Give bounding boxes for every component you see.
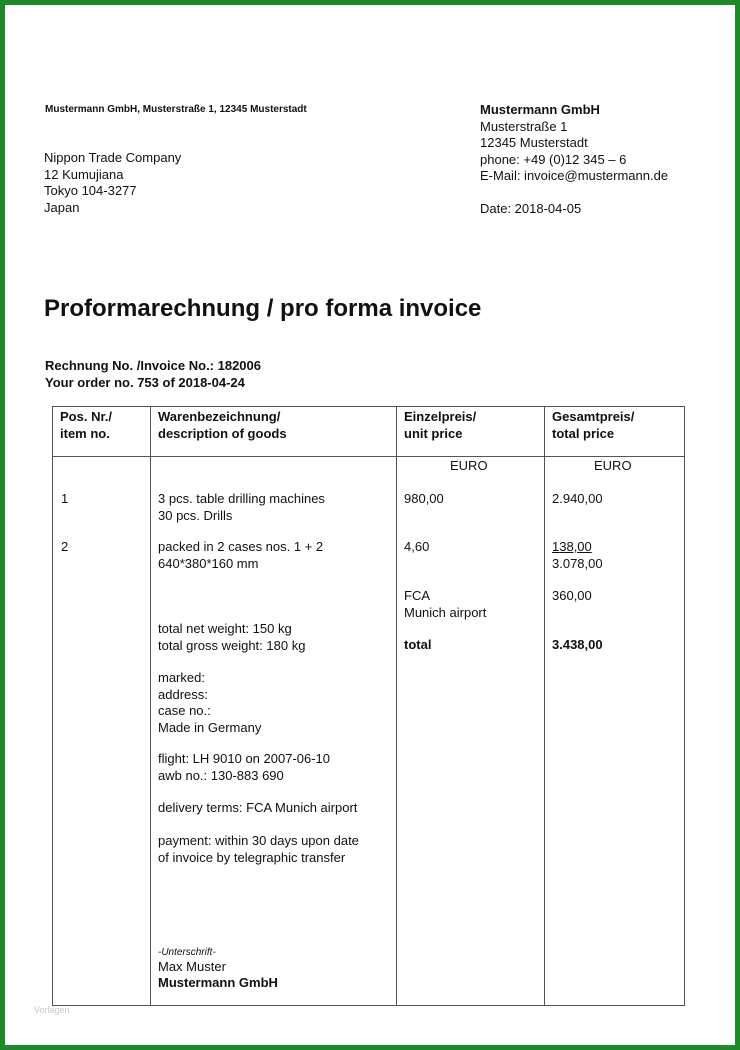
weights xyxy=(158,621,305,654)
fca-label xyxy=(404,588,486,621)
invoice-table xyxy=(52,406,685,1006)
currency-total: EURO xyxy=(594,458,632,473)
signature-label: -Unterschrift- xyxy=(158,947,216,958)
company-city: 12345 Musterstadt xyxy=(480,135,588,150)
awb-line: awb no.: 130-883 690 xyxy=(158,767,284,783)
case-no-line: case no.: xyxy=(158,703,211,718)
item2-desc-line1: packed in 2 cases nos. 1 + 2 xyxy=(158,539,324,554)
header-pos-line2: item no. xyxy=(60,425,110,441)
item1-total-price: 2.940,00 xyxy=(552,491,603,506)
recipient-city: Tokyo 104-3277 xyxy=(44,183,137,198)
gross-weight: total gross weight: 180 kg xyxy=(158,637,306,653)
delivery-terms: delivery terms: FCA Munich airport xyxy=(158,800,358,815)
origin-line: Made in Germany xyxy=(158,719,262,735)
item2-unit-price: 4,60 xyxy=(404,539,430,554)
order-number: Your order no. 753 of 2018-04-24 xyxy=(45,374,245,390)
item2-total-prices xyxy=(552,539,603,572)
header-divider xyxy=(53,456,684,457)
company-email: E-Mail: invoice@mustermann.de xyxy=(480,168,669,183)
column-divider xyxy=(544,407,545,1005)
header-total-line2: total price xyxy=(552,425,615,441)
header-unit-line2: unit price xyxy=(404,425,463,441)
header-desc-line2: description of goods xyxy=(158,425,287,441)
company-address xyxy=(480,102,668,185)
header-description xyxy=(158,409,287,442)
item2-description xyxy=(158,539,323,572)
fca-value: 360,00 xyxy=(552,588,592,603)
flight-info xyxy=(158,751,330,784)
recipient-country: Japan xyxy=(44,199,80,215)
document-title: Proformarechnung / pro forma invoice xyxy=(44,295,482,322)
signer-name: Max Muster xyxy=(158,959,226,974)
company-phone: phone: +49 (0)12 345 – 6 xyxy=(480,151,627,167)
payment-line1: payment: within 30 days upon date xyxy=(158,833,359,848)
header-total-price xyxy=(552,409,634,442)
item2-total-a: 138,00 xyxy=(552,539,592,554)
column-divider xyxy=(150,407,151,1005)
recipient-street: 12 Kumujiana xyxy=(44,166,124,182)
watermark-text: Vorlagen xyxy=(34,1005,70,1015)
currency-unit: EURO xyxy=(450,458,488,473)
invoice-number: Rechnung No. /Invoice No.: 182006 xyxy=(45,358,261,373)
total-value: 3.438,00 xyxy=(552,637,603,652)
company-name: Mustermann GmbH xyxy=(480,102,600,117)
fca-label-line1: FCA xyxy=(404,588,430,603)
company-street: Musterstraße 1 xyxy=(480,118,568,134)
total-label: total xyxy=(404,637,432,652)
column-divider xyxy=(396,407,397,1005)
payment-line2: of invoice by telegraphic transfer xyxy=(158,849,346,865)
item2-pos: 2 xyxy=(61,539,69,554)
flight-line: flight: LH 9010 on 2007-06-10 xyxy=(158,751,331,766)
item1-description xyxy=(158,491,325,524)
net-weight: total net weight: 150 kg xyxy=(158,621,292,636)
address-line: address: xyxy=(158,686,208,702)
header-pos xyxy=(60,409,112,442)
header-pos-line1: Pos. Nr./ xyxy=(60,409,113,424)
item1-desc-line2: 30 pcs. Drills xyxy=(158,507,233,523)
item2-desc-line2: 640*380*160 mm xyxy=(158,555,259,571)
marked-line: marked: xyxy=(158,670,205,685)
recipient-name: Nippon Trade Company xyxy=(44,150,182,165)
payment-terms xyxy=(158,833,359,866)
invoice-references xyxy=(45,358,261,391)
item2-total-b: 3.078,00 xyxy=(552,555,603,571)
fca-label-line2: Munich airport xyxy=(404,604,487,620)
sender-return-line: Mustermann GmbH, Musterstraße 1, 12345 Musterstadt xyxy=(45,104,307,115)
header-desc-line1: Warenbezeichnung/ xyxy=(158,409,281,424)
header-total-line1: Gesamtpreis/ xyxy=(552,409,635,424)
item1-pos: 1 xyxy=(61,491,69,506)
item1-desc-line1: 3 pcs. table drilling machines xyxy=(158,491,325,506)
invoice-date: Date: 2018-04-05 xyxy=(480,201,582,216)
header-unit-line1: Einzelpreis/ xyxy=(404,409,477,424)
recipient-address xyxy=(44,150,181,216)
item1-unit-price: 980,00 xyxy=(404,491,444,506)
header-unit-price xyxy=(404,409,476,442)
marking-info xyxy=(158,670,261,736)
signer-company: Mustermann GmbH xyxy=(158,975,278,990)
